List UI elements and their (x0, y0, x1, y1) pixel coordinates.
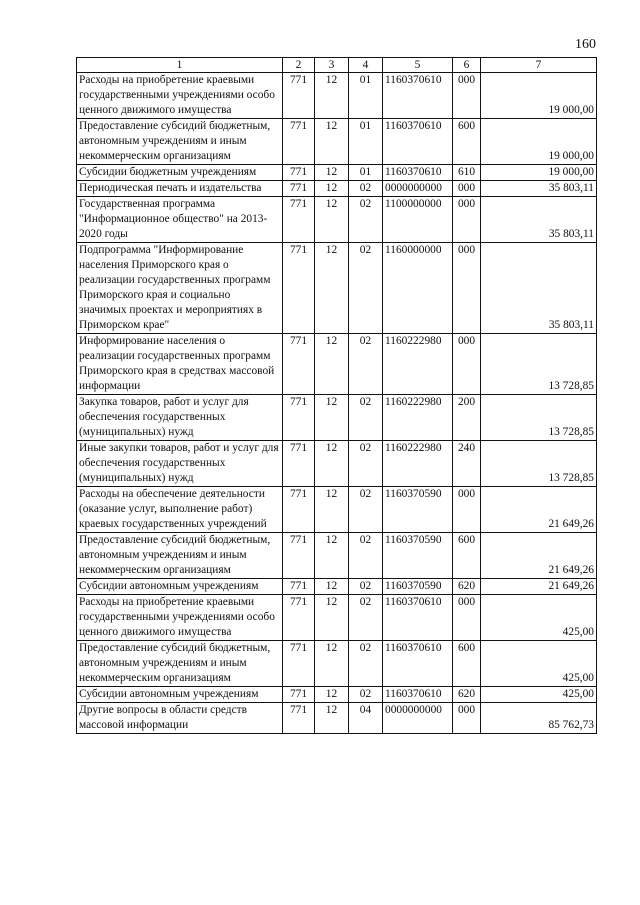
row-section-code: 12 (315, 243, 349, 334)
row-subsection-code: 02 (349, 334, 383, 395)
row-section-code: 12 (315, 595, 349, 641)
row-amount: 425,00 (481, 641, 597, 687)
row-expense-type: 000 (453, 595, 481, 641)
row-section-code: 12 (315, 165, 349, 181)
row-target-code: 1160222980 (383, 395, 453, 441)
header-cell: 6 (453, 58, 481, 73)
row-section-code: 12 (315, 641, 349, 687)
header-cell: 7 (481, 58, 597, 73)
row-amount: 19 000,00 (481, 165, 597, 181)
row-section-code: 12 (315, 334, 349, 395)
row-ved-code: 771 (283, 595, 315, 641)
row-ved-code: 771 (283, 119, 315, 165)
row-amount: 85 762,73 (481, 703, 597, 734)
row-subsection-code: 02 (349, 395, 383, 441)
table-row (77, 687, 597, 703)
row-name: Закупка товаров, работ и услуг для обеспечения государственных (муниципальных) нужд (77, 395, 283, 441)
table-row (77, 119, 597, 165)
row-subsection-code: 01 (349, 165, 383, 181)
row-ved-code: 771 (283, 197, 315, 243)
table-row (77, 181, 597, 197)
row-subsection-code: 02 (349, 533, 383, 579)
row-subsection-code: 02 (349, 441, 383, 487)
row-expense-type: 000 (453, 197, 481, 243)
row-section-code: 12 (315, 579, 349, 595)
row-ved-code: 771 (283, 641, 315, 687)
row-expense-type: 000 (453, 243, 481, 334)
table-row (77, 334, 597, 395)
budget-table (76, 57, 597, 734)
row-target-code: 0000000000 (383, 703, 453, 734)
table-row (77, 579, 597, 595)
row-section-code: 12 (315, 487, 349, 533)
row-amount: 19 000,00 (481, 119, 597, 165)
table-row (77, 395, 597, 441)
table-row (77, 703, 597, 734)
row-ved-code: 771 (283, 165, 315, 181)
row-name: Информирование населения о реализации государственных программ Приморского края в средствах массовой информации (77, 334, 283, 395)
row-subsection-code: 02 (349, 579, 383, 595)
row-target-code: 1160222980 (383, 441, 453, 487)
header-row (77, 58, 597, 73)
table-row (77, 487, 597, 533)
row-target-code: 1160370590 (383, 579, 453, 595)
row-expense-type: 240 (453, 441, 481, 487)
row-subsection-code: 04 (349, 703, 383, 734)
row-target-code: 1160370610 (383, 119, 453, 165)
row-expense-type: 600 (453, 119, 481, 165)
row-expense-type: 600 (453, 641, 481, 687)
header-cell: 3 (315, 58, 349, 73)
row-ved-code: 771 (283, 687, 315, 703)
row-target-code: 1160370610 (383, 73, 453, 119)
header-cell: 1 (77, 58, 283, 73)
row-expense-type: 610 (453, 165, 481, 181)
row-ved-code: 771 (283, 579, 315, 595)
row-name: Расходы на обеспечение деятельности (оказание услуг, выполнение работ) краевых государственных учреждений (77, 487, 283, 533)
row-expense-type: 620 (453, 687, 481, 703)
row-expense-type: 200 (453, 395, 481, 441)
table-row (77, 595, 597, 641)
row-amount: 13 728,85 (481, 441, 597, 487)
row-target-code: 1160370610 (383, 165, 453, 181)
row-name: Субсидии бюджетным учреждениям (77, 165, 283, 181)
row-amount: 21 649,26 (481, 487, 597, 533)
table-row (77, 197, 597, 243)
row-amount: 19 000,00 (481, 73, 597, 119)
row-amount: 425,00 (481, 595, 597, 641)
row-target-code: 1100000000 (383, 197, 453, 243)
row-amount: 35 803,11 (481, 197, 597, 243)
row-ved-code: 771 (283, 441, 315, 487)
row-name: Государственная программа "Информационное общество" на 2013-2020 годы (77, 197, 283, 243)
row-expense-type: 000 (453, 703, 481, 734)
row-target-code: 1160000000 (383, 243, 453, 334)
page-number: 160 (575, 37, 596, 52)
table-row (77, 441, 597, 487)
table-row (77, 641, 597, 687)
row-name: Субсидии автономным учреждениям (77, 687, 283, 703)
table-row (77, 243, 597, 334)
header-cell: 5 (383, 58, 453, 73)
row-name: Иные закупки товаров, работ и услуг для обеспечения государственных (муниципальных) нужд (77, 441, 283, 487)
row-ved-code: 771 (283, 73, 315, 119)
row-subsection-code: 02 (349, 641, 383, 687)
row-ved-code: 771 (283, 487, 315, 533)
row-target-code: 0000000000 (383, 181, 453, 197)
row-ved-code: 771 (283, 243, 315, 334)
row-target-code: 1160370610 (383, 641, 453, 687)
row-target-code: 1160370610 (383, 687, 453, 703)
row-amount: 13 728,85 (481, 334, 597, 395)
row-amount: 35 803,11 (481, 243, 597, 334)
row-name: Предоставление субсидий бюджетным, автономным учреждениям и иным некоммерческим организациям (77, 533, 283, 579)
row-amount: 35 803,11 (481, 181, 597, 197)
row-subsection-code: 02 (349, 181, 383, 197)
row-section-code: 12 (315, 197, 349, 243)
row-name: Предоставление субсидий бюджетным, автономным учреждениям и иным некоммерческим организациям (77, 119, 283, 165)
row-subsection-code: 02 (349, 595, 383, 641)
row-section-code: 12 (315, 703, 349, 734)
row-target-code: 1160370590 (383, 487, 453, 533)
row-ved-code: 771 (283, 533, 315, 579)
row-name: Периодическая печать и издательства (77, 181, 283, 197)
row-subsection-code: 02 (349, 687, 383, 703)
row-ved-code: 771 (283, 181, 315, 197)
row-subsection-code: 02 (349, 243, 383, 334)
row-subsection-code: 02 (349, 487, 383, 533)
row-expense-type: 600 (453, 533, 481, 579)
table-row (77, 73, 597, 119)
row-subsection-code: 01 (349, 119, 383, 165)
row-ved-code: 771 (283, 703, 315, 734)
row-expense-type: 620 (453, 579, 481, 595)
row-amount: 425,00 (481, 687, 597, 703)
row-section-code: 12 (315, 395, 349, 441)
row-expense-type: 000 (453, 487, 481, 533)
row-subsection-code: 02 (349, 197, 383, 243)
table-row (77, 533, 597, 579)
row-name: Расходы на приобретение краевыми государственными учреждениями особо ценного движимого имущества (77, 73, 283, 119)
row-ved-code: 771 (283, 395, 315, 441)
row-subsection-code: 01 (349, 73, 383, 119)
row-expense-type: 000 (453, 181, 481, 197)
row-expense-type: 000 (453, 73, 481, 119)
row-amount: 13 728,85 (481, 395, 597, 441)
row-section-code: 12 (315, 441, 349, 487)
row-name: Предоставление субсидий бюджетным, автономным учреждениям и иным некоммерческим организациям (77, 641, 283, 687)
row-name: Субсидии автономным учреждениям (77, 579, 283, 595)
row-amount: 21 649,26 (481, 579, 597, 595)
row-name: Подпрограмма "Информирование населения Приморского края о реализации государственных программ Приморского края и социально значимых проектах и мероприятиях в Приморском крае" (77, 243, 283, 334)
row-section-code: 12 (315, 181, 349, 197)
row-section-code: 12 (315, 73, 349, 119)
row-ved-code: 771 (283, 334, 315, 395)
row-target-code: 1160370590 (383, 533, 453, 579)
row-section-code: 12 (315, 533, 349, 579)
row-target-code: 1160370610 (383, 595, 453, 641)
row-name: Расходы на приобретение краевыми государственными учреждениями особо ценного движимого имущества (77, 595, 283, 641)
header-cell: 4 (349, 58, 383, 73)
header-cell: 2 (283, 58, 315, 73)
row-expense-type: 000 (453, 334, 481, 395)
table-row (77, 165, 597, 181)
row-name: Другие вопросы в области средств массовой информации (77, 703, 283, 734)
row-section-code: 12 (315, 687, 349, 703)
row-amount: 21 649,26 (481, 533, 597, 579)
row-target-code: 1160222980 (383, 334, 453, 395)
row-section-code: 12 (315, 119, 349, 165)
